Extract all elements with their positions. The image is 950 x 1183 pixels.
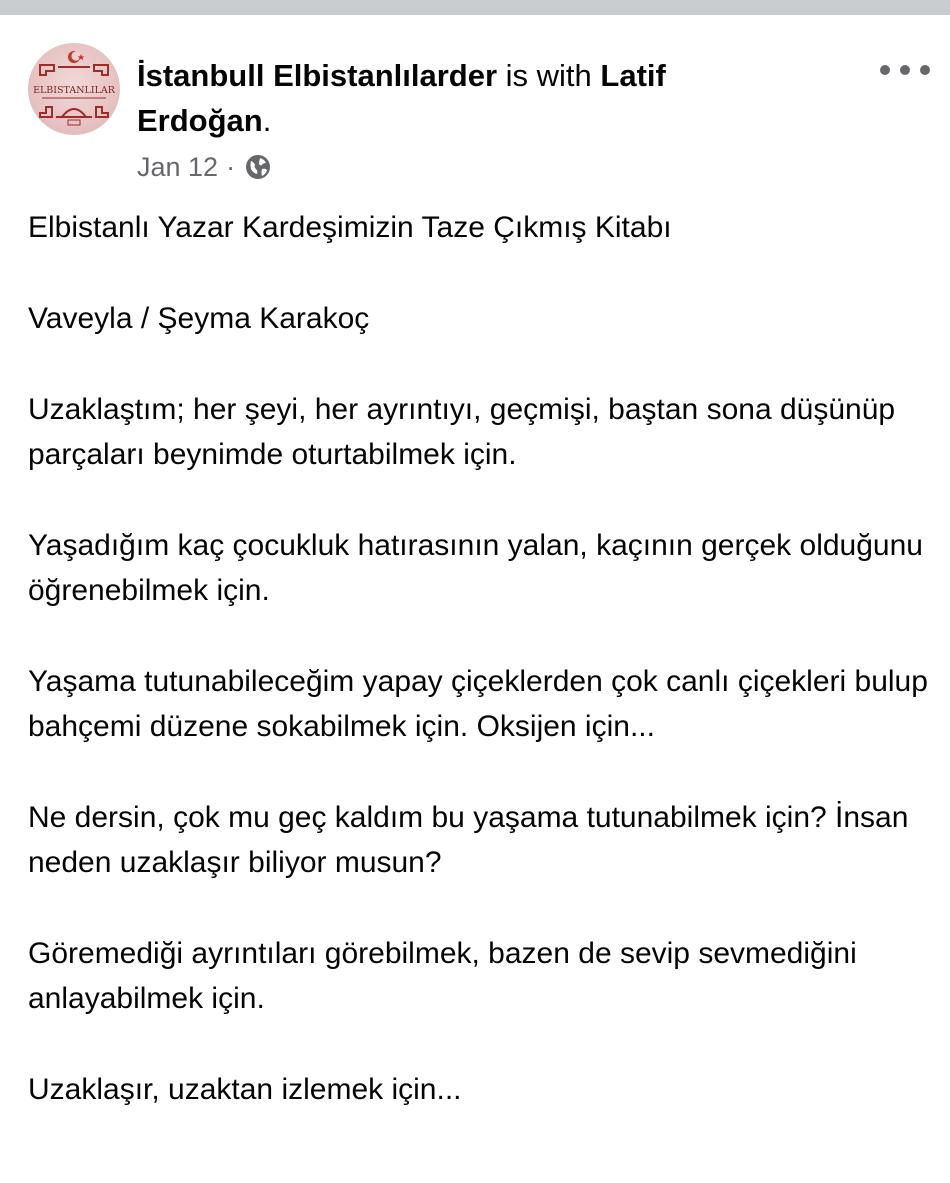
more-options-icon[interactable]	[880, 57, 930, 83]
tagged-person-link[interactable]: Latif Erdoğan	[137, 58, 666, 138]
post-paragraph: Yaşama tutunabileceğim yapay çiçeklerden çok canlı çiçekleri bulup bahçemi düzene sokabilmek için. Oksijen için...	[28, 665, 928, 743]
post-paragraph: Uzaklaştım; her şeyi, her ayrıntıyı, geçmişi, baştan sona düşünüp parçaları beynimde oturtabilmek için.	[28, 393, 896, 471]
post-body	[28, 205, 928, 1158]
post-paragraph-book: Vaveyla / Şeyma Karakoç	[28, 302, 370, 335]
globe-icon[interactable]	[245, 154, 271, 180]
more-dot	[880, 65, 890, 75]
tagged-suffix: .	[262, 103, 272, 138]
more-dot	[900, 65, 910, 75]
post-paragraph: Göremediği ayrıntıları görebilmek, bazen de sevip sevmediğini anlayabilmek için.	[28, 937, 857, 1015]
post-paragraph: Yaşadığım kaç çocukluk hatırasının yalan, kaçının gerçek olduğunu öğrenebilmek için.	[28, 529, 923, 607]
top-separator-bar	[0, 0, 950, 15]
page-avatar[interactable]	[28, 43, 120, 135]
post-header	[137, 53, 797, 143]
association-logo-icon	[28, 43, 120, 135]
post-meta	[137, 149, 271, 185]
meta-separator: ·	[226, 151, 236, 182]
with-connector-text: is with	[505, 58, 592, 93]
facebook-post	[0, 15, 950, 1183]
post-paragraph-title: Elbistanlı Yazar Kardeşimizin Taze Çıkmış Kitabı	[28, 211, 672, 244]
post-paragraph: Ne dersin, çok mu geç kaldım bu yaşama tutunabilmek için? İnsan neden uzaklaşır biliyor musun?	[28, 801, 909, 879]
post-paragraph: Uzaklaşır, uzaktan izlemek için...	[28, 1073, 462, 1106]
avatar-logo-text: ELBISTANLILAR	[33, 85, 115, 96]
author-name-link[interactable]: İstanbull Elbistanlılarder	[137, 58, 498, 93]
more-dot	[920, 65, 930, 75]
post-date-link[interactable]: Jan 12	[137, 151, 219, 182]
